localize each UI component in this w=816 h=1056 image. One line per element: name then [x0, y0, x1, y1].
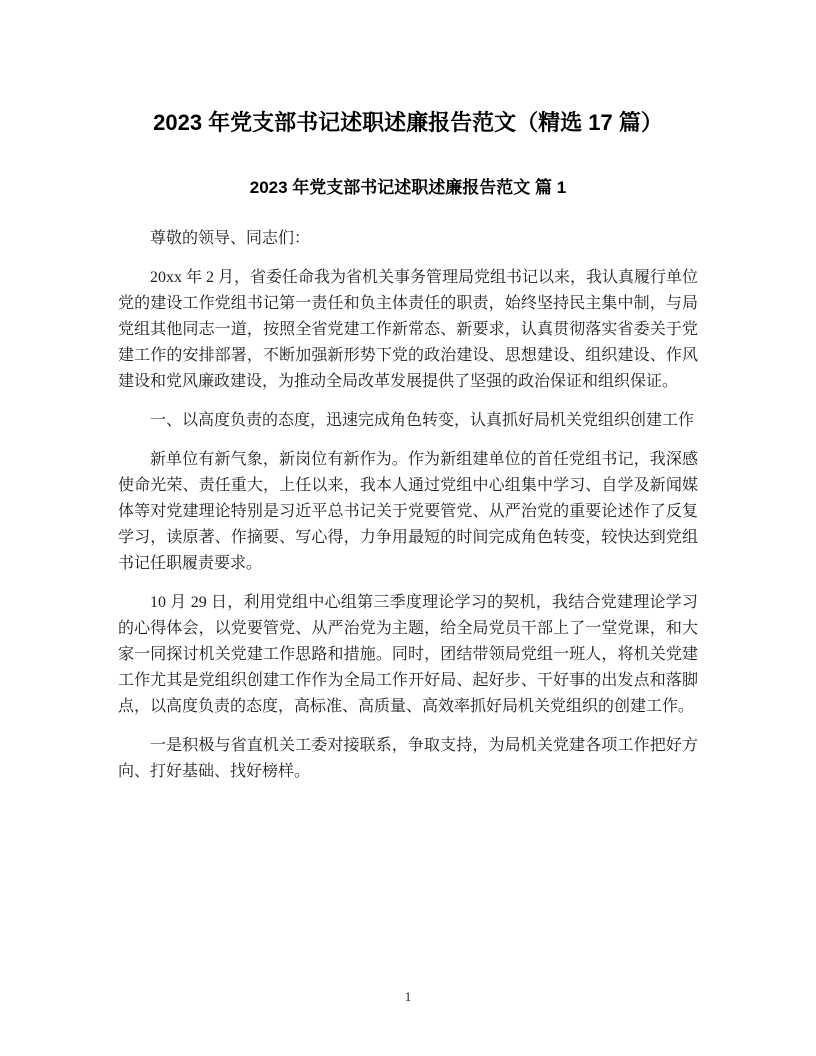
section-title: 2023 年党支部书记述职述廉报告范文 篇 1: [249, 178, 567, 197]
paragraph-body: 10 月 29 日，利用党组中心组第三季度理论学习的契机，我结合党建理论学习的心得体会，以党要管党、从严治党为主题，给全局党员干部上了一堂党课，和大家一同探讨机关党建工作思路和措施。同时，团结带领局党组一班人，将机关党建工作尤其是党组织创建工作作为全局工作开好局、起好步、干好事的出发点和落脚点，以高度负责的态度，高标准、高质量、高效率抓好局机关党组织的创建工作。: [118, 594, 698, 715]
paragraph-body: 一是积极与省直机关工委对接联系，争取支持，为局机关党建各项工作把好方向、打好基础、找好榜样。: [118, 737, 698, 780]
paragraph-body: 20xx 年 2 月，省委任命我为省机关事务管理局党组书记以来，我认真履行单位党的建设工作党组书记第一责任和负主体责任的职责，始终坚持民主集中制，与局党组其他同志一道，按照全省党建工作新常态、新要求，认真贯彻落实省委关于党建工作的安排部署，不断加强新形势下党的政治建设、思想建设、组织建设、作风建设和党风廉政建设，为推动全局改革发展提供了坚强的政治保证和组织保证。: [118, 269, 699, 390]
page-number: 1: [404, 989, 412, 1004]
paragraph-section-heading: 一、以高度负责的态度，迅速完成角色转变，认真抓好局机关党组织创建工作: [150, 412, 695, 429]
document-content: [118, 108, 698, 798]
paragraph-greeting: 尊敬的领导、同志们：: [150, 230, 311, 247]
paragraph-body: 新单位有新气象，新岗位有新作为。作为新组建单位的首任党组书记，我深感使命光荣、责任重大，上任以来，我本人通过党组中心组集中学习、自学及新闻媒体等对党建理论特别是习近平总书记关于党要管党、从严治党的重要论述作了反复学习，读原著、作摘要、写心得，力争用最短的时间完成角色转变，较快达到党组书记任职履责要求。: [118, 451, 698, 572]
document-title: 2023 年党支部书记述职述廉报告范文（精选 17 篇）: [153, 110, 663, 135]
